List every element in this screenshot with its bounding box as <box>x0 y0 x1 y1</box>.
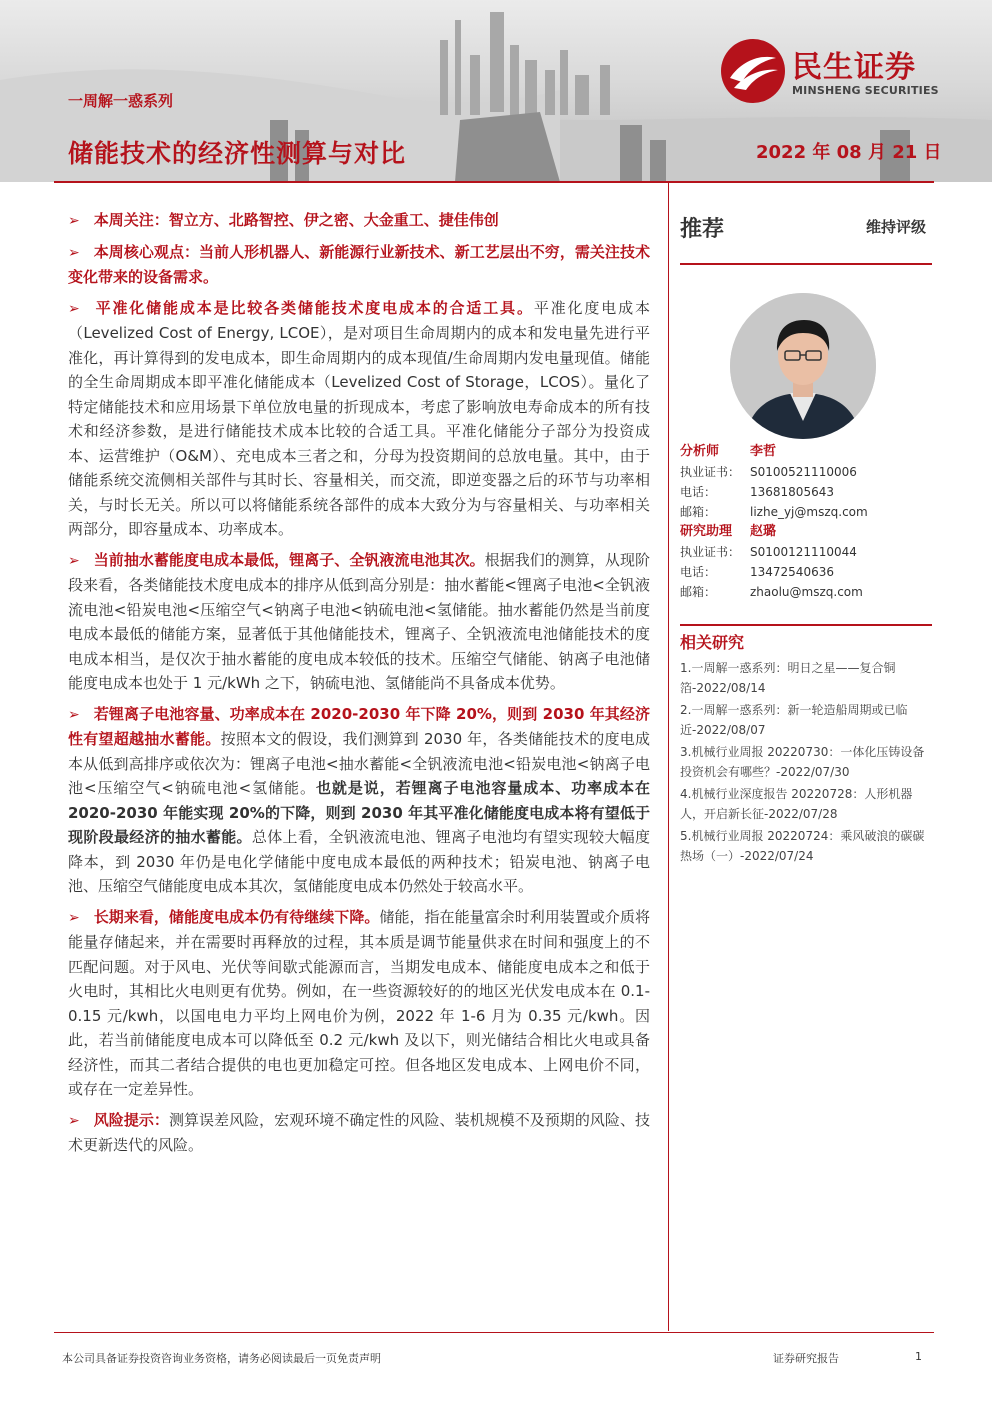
paragraph-current-cost <box>68 548 650 696</box>
paragraph-lcos <box>68 296 650 542</box>
analyst-phone-row <box>680 482 932 502</box>
outlook-heading: 若锂离子电池容量、功率成本在 2020-2030 年下降 20%，则到 2030 年其经济性有望超越抽水蓄能。 <box>68 704 650 748</box>
cert-label: 执业证书： <box>680 545 741 559</box>
assistant-cert-row <box>680 542 932 562</box>
phone-value: 13681805643 <box>750 485 834 499</box>
analyst-name: 李哲 <box>750 444 777 459</box>
long-term-body: 储能，指在能量富余时利用装置或介质将能量存储起来，并在需要时再释放的过程，其本质是调节能量供求在时间和强度上的不匹配问题。对于风电、光伏等间歇式能源而言，当期发电成本、储能度电成本之和低于火电时，其相比火电则更有优势。例如，在一些资源较好的的地区光伏发电成本在 0.1-0.15 元/kwh，以国电电力平均上网电价为例，2022 年 1-6 月为 0.35 元/kwh。因此，若当前储能度电成本可以降低至 0.2 元/kwh 及以下，则光储结合相比火电或具备经济性，而其二者结合提供的电也更加稳定可控。但各地区发电成本、上网电价不同，或存在一定差异性。 <box>68 907 650 1098</box>
related-item[interactable]: 1.一周解一惑系列：明日之星——复合铜箔-2022/08/14 <box>680 661 896 695</box>
rating-status: 维持评级 <box>865 218 926 236</box>
assistant-mail-row <box>680 582 932 602</box>
risk-body: 测算误差风险，宏观环境不确定性的风险、装机规模不及预期的风险、技术更新迭代的风险。 <box>68 1110 650 1154</box>
bullet-icon: ➢ <box>68 909 80 926</box>
mail-label: 邮箱： <box>680 505 717 519</box>
bullet-icon: ➢ <box>68 552 80 569</box>
paragraph-2030-outlook <box>68 702 650 899</box>
series-label: 一周解一惑系列 <box>68 92 174 110</box>
long-term-heading: 长期来看，储能度电成本仍有待继续下降。 <box>93 907 380 926</box>
company-logo <box>720 38 960 104</box>
risk-heading: 风险提示： <box>93 1110 169 1129</box>
cert-label: 执业证书： <box>680 465 741 479</box>
outlook-body-2: 总体上看，全钒液流电池、锂离子电池均有望实现较大幅度降本，到 2030 年仍是电化学储能中度电成本最低的两种技术；铅炭电池、钠离子电池、压缩空气储能度电成本其次，氢储能度电成本仍然处于较高水平。 <box>68 828 650 895</box>
paragraph-core-view <box>68 240 650 290</box>
analyst-cert-row <box>680 462 932 482</box>
phone-label: 电话： <box>680 565 717 579</box>
bullet-icon: ➢ <box>68 300 80 317</box>
related-divider <box>680 624 932 626</box>
assistant-role: 研究助理 <box>680 524 733 539</box>
logo-english-text: MINSHENG SECURITIES <box>792 84 939 97</box>
minsheng-logo-icon <box>720 38 786 104</box>
mail-link[interactable]: lizhe_yj@mszq.com <box>750 505 868 519</box>
cert-value: S0100521110006 <box>750 465 857 479</box>
paragraph-focus <box>68 208 650 234</box>
bullet-icon: ➢ <box>68 706 80 723</box>
outlook-bold: 也就是说，若锂离子电池容量成本、功率成本在 2020-2030 年能实现 20%的下降，则到 2030 年其平准化储能度电成本将有望低于现阶段最经济的抽水蓄能。 <box>68 779 650 846</box>
footer-divider <box>54 1332 934 1333</box>
analyst-row <box>680 442 932 462</box>
footer-report-type: 证券研究报告 <box>773 1352 839 1365</box>
phone-label: 电话： <box>680 485 717 499</box>
assistant-phone-row <box>680 562 932 582</box>
rating-label: 推荐 <box>680 217 725 242</box>
mail-link[interactable]: zhaolu@mszq.com <box>750 585 863 599</box>
current-cost-body: 根据我们的测算，从现阶段来看，各类储能技术度电成本的排序从低到高分别是：抽水蓄能<锂离子电池<全钒液流电池<铅炭电池<压缩空气<钠离子电池<钠硫电池<氢储能。抽水蓄能仍然是当前度电成本最低的储能方案，显著低于其他储能技术，锂离子、全钒液流电池储能技术的度电成本相当，是仅次于抽水蓄能的度电成本较低的技术。压缩空气储能、钠离子电池储能度电成本也处于 1 元/kWh 之下，钠硫电池、氢储能尚不具备成本优势。 <box>68 550 650 692</box>
analyst-portrait-icon <box>730 293 876 439</box>
related-item[interactable]: 3.机械行业周报 20220730：一体化压铸设备投资机会有哪些？-2022/07/30 <box>680 745 925 779</box>
mail-label: 邮箱： <box>680 585 717 599</box>
logo-chinese-text: 民生证券 <box>792 50 916 85</box>
related-item[interactable]: 2.一周解一惑系列：新一轮造船周期或已临近-2022/08/07 <box>680 703 908 737</box>
paragraph-long-term <box>68 905 650 1102</box>
cert-value: S0100121110044 <box>750 545 857 559</box>
core-view-heading: 本周核心观点：当前人形机器人、新能源行业新技术、新工艺层出不穷，需关注技术变化带来的设备需求。 <box>68 242 650 286</box>
related-research-list <box>680 658 932 868</box>
report-date: 2022 年 08 月 21 日 <box>756 142 942 163</box>
header-banner <box>0 0 992 182</box>
analyst-mail-row <box>680 502 932 522</box>
rating-divider <box>680 263 932 265</box>
footer-disclaimer: 本公司具备证券投资咨询业务资格，请务必阅读最后一页免责声明 <box>62 1352 381 1365</box>
header-divider <box>54 181 934 183</box>
outlook-body-1: 按照本文的假设，我们测算到 2030 年，各类储能技术的度电成本从低到高排序或依次为：锂离子电池<抽水蓄能<全钒液流电池<铅炭电池<钠离子电池<压缩空气<钠硫电池<氢储能。 <box>68 730 650 797</box>
contact-info <box>680 442 932 602</box>
bullet-icon: ➢ <box>68 1112 80 1129</box>
analyst-avatar <box>730 293 876 439</box>
bullet-icon: ➢ <box>68 244 80 261</box>
bullet-icon: ➢ <box>68 213 80 229</box>
current-cost-heading: 当前抽水蓄能度电成本最低，锂离子、全钒液流电池其次。 <box>93 550 485 569</box>
lcos-heading: 平准化储能成本是比较各类储能技术度电成本的合适工具。 <box>93 298 534 317</box>
phone-value: 13472540636 <box>750 565 834 579</box>
lcos-body: 平准化度电成本（Levelized Cost of Energy, LCOE），是对项目生命周期内的成本和发电量先进行平准化，再计算得到的发电成本，即生命周期内的成本现值/生命周期内发电量现值。储能的全生命周期成本即平准化储能成本（Levelized Cost of Storage，LCOS）。量化了特定储能技术和应用场景下单位放电量的折现成本，考虑了影响放电寿命成本的所有技术和经济参数，是进行储能技术成本比较的合适工具。平准化储能分子部分为投资成本、运营维护（O&M）、充电成本三者之和，分母为投资期间的总放电量。其中，由于储能系统交流侧相关部件与其时长、容量相关，而交流，即逆变器之后的环节与功率相关，与时长无关。所以可以将储能系统各部件的成本大致分为与容量相关、与功率相关两部分，即容量成本、功率成本。 <box>68 298 650 538</box>
main-content <box>68 208 650 1164</box>
rating-row <box>680 200 932 244</box>
report-title: 储能技术的经济性测算与对比 <box>68 139 407 168</box>
assistant-row <box>680 522 932 542</box>
page-number: 1 <box>915 1350 922 1363</box>
focus-heading: 本周关注：智立方、北路智控、伊之密、大金重工、捷佳伟创 <box>93 211 499 229</box>
related-item[interactable]: 5.机械行业周报 20220724：乘风破浪的碳碳热场（一）-2022/07/24 <box>680 829 925 863</box>
sidebar <box>680 200 932 863</box>
analyst-role: 分析师 <box>680 444 720 459</box>
paragraph-risk <box>68 1108 650 1158</box>
assistant-name: 赵璐 <box>750 524 777 539</box>
related-item[interactable]: 4.机械行业深度报告 20220728：人形机器人，开启新长征-2022/07/28 <box>680 787 913 821</box>
column-divider <box>668 183 669 1331</box>
related-research-title: 相关研究 <box>680 633 745 652</box>
